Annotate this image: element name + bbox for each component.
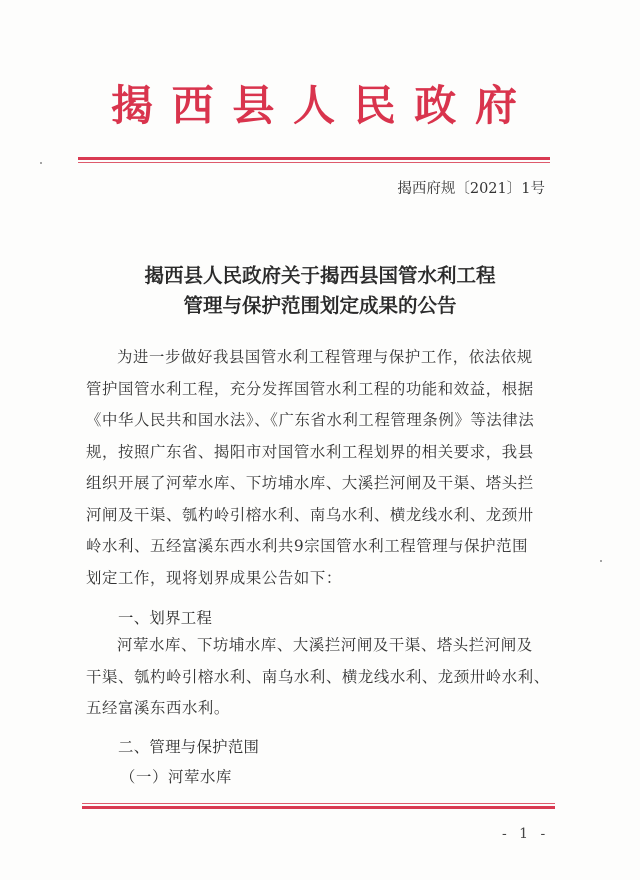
intro-line: 为进一步做好我县国管水利工程管理与保护工作，依法依规 xyxy=(117,348,533,366)
masthead-char: 西 xyxy=(171,81,214,130)
intro-line: 《中华人民共和国水法》、《广东省水利工程管理条例》等法律法 xyxy=(86,411,535,429)
section-1-line: 河荤水库、下坊埔水库、大溪拦河闸及干渠、塔头拦河闸及 xyxy=(117,636,533,654)
section-1-heading: 一、划界工程 xyxy=(118,609,213,627)
document-title xyxy=(80,261,560,321)
masthead-char: 民 xyxy=(353,81,396,130)
intro-paragraph xyxy=(86,342,556,594)
intro-line: 组织开展了河荤水库、下坊埔水库、大溪拦河闸及干渠、塔头拦 xyxy=(86,474,534,492)
masthead-char: 府 xyxy=(474,81,517,130)
footer-rule-thick xyxy=(82,806,555,809)
header-rule-thin xyxy=(78,162,550,163)
scan-speck xyxy=(600,560,602,562)
intro-line: 划定工作，现将划界成果公告如下： xyxy=(86,568,342,587)
title-line-2: 管理与保护范围划定成果的公告 xyxy=(183,294,457,317)
masthead-title xyxy=(78,76,550,136)
masthead-char: 揭 xyxy=(111,81,154,130)
masthead-char: 政 xyxy=(414,81,457,130)
masthead-char: 县 xyxy=(232,81,275,130)
section-1-line: 干渠、瓠杓岭引榕水利、南乌水利、横龙线水利、龙颈卅岭水利、 xyxy=(86,667,550,686)
section-2-subheading: （一）河荤水库 xyxy=(120,768,232,786)
page-number: - 1 - xyxy=(502,826,550,842)
title-line-1: 揭西县人民政府关于揭西县国管水利工程 xyxy=(144,264,496,287)
section-2-heading: 二、管理与保护范围 xyxy=(118,738,260,756)
header-rule-thick xyxy=(78,157,550,160)
scan-speck xyxy=(40,162,42,164)
intro-line: 规，按照广东省、揭阳市对国管水利工程划界的相关要求，我县 xyxy=(86,442,534,461)
footer-rule-thin xyxy=(82,803,555,804)
document-number: 揭西府规〔2021〕1号 xyxy=(397,181,545,197)
intro-line: 管护国管水利工程，充分发挥国管水利工程的功能和效益，根据 xyxy=(86,379,534,398)
intro-line: 河闸及干渠、瓠杓岭引榕水利、南乌水利、横龙线水利、龙颈卅 xyxy=(86,505,534,524)
masthead-char: 人 xyxy=(292,81,335,130)
section-1-paragraph xyxy=(86,630,556,725)
intro-line: 岭水利、五经富溪东西水利共9宗国管水利工程管理与保护范围 xyxy=(86,537,529,555)
section-1-line: 五经富溪东西水利。 xyxy=(86,699,230,717)
